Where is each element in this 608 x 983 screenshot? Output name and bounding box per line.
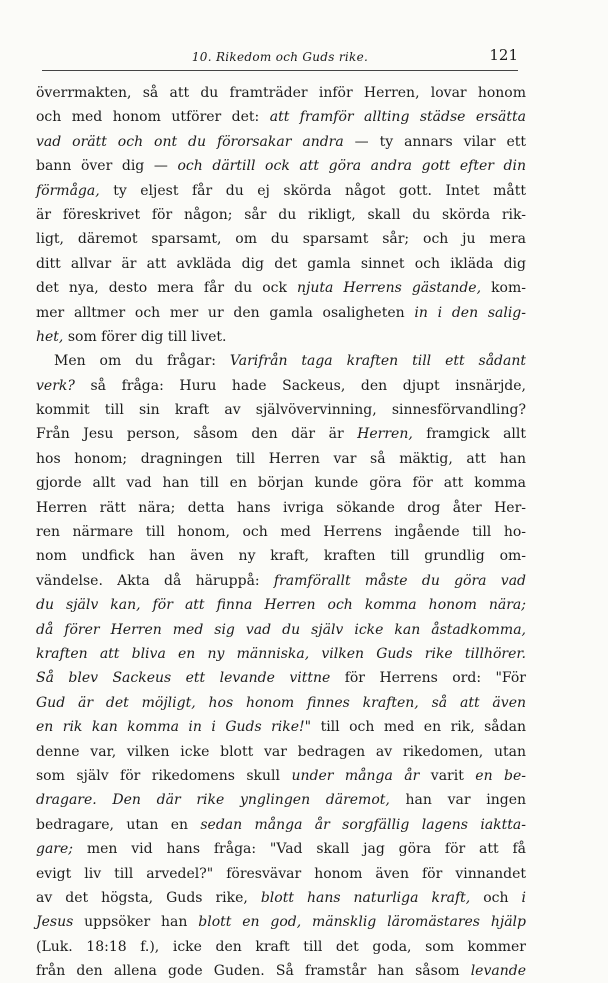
text-line: [36, 935, 526, 959]
text-segment: till och med en rik, sådan: [311, 719, 526, 736]
text-segment: denne var, vilken icke blott var bedragen av rikedomen, utan: [36, 743, 526, 760]
text-segment: ditt allvar är att avkläda dig det gamla sinnet och ikläda dig: [36, 255, 526, 272]
text-line: [36, 959, 526, 983]
italic-text: då förer Herren med sig vad du själv icke kan åstadkomma,: [36, 621, 526, 638]
text-segment: mer alltmer och mer ur den gamla osaligheten: [36, 304, 415, 321]
text-line: [36, 788, 526, 812]
italic-text: en be-: [475, 767, 527, 784]
text-segment: och: [470, 889, 522, 906]
text-segment: vändelse. Akta då häruppå:: [36, 572, 274, 589]
text-segment: Men om du frågar:: [54, 353, 230, 370]
text-segment: men vid hans fråga: "Vad skall jag göra för att få: [73, 841, 526, 858]
text-line: [36, 203, 526, 227]
italic-text: gare;: [36, 841, 74, 858]
text-line: [36, 349, 526, 373]
italic-text: Varifrån taga kraften till ett sådant: [229, 353, 526, 370]
italic-text: levande: [470, 963, 526, 980]
text-segment: ligt, däremot sparsamt, om du sparsamt sår; och ju mera: [36, 231, 526, 248]
italic-text: och därtill ock att göra andra gott efter din: [177, 158, 526, 175]
text-line: [36, 691, 526, 715]
italic-text: blott en god, mänsklig läromästares hjälp: [198, 914, 526, 931]
text-line: [36, 520, 526, 544]
text-segment: ty eljest får du ej skörda något gott. Intet mått: [99, 182, 526, 199]
text-segment: han var ingen: [389, 792, 526, 809]
running-header: [42, 44, 518, 71]
italic-text: njuta Herrens gästande,: [297, 280, 482, 297]
italic-text: het,: [36, 328, 64, 345]
text-line: [36, 837, 526, 861]
italic-text: i: [521, 889, 527, 906]
page-number: 121: [489, 46, 518, 64]
text-line: [36, 666, 526, 690]
text-segment: från den allena gode Guden. Så framstår han såsom: [36, 963, 471, 980]
text-line: [36, 325, 526, 349]
italic-text: verk?: [36, 377, 75, 394]
italic-text: förmåga,: [36, 182, 100, 199]
text-segment: överrmakten, så att du framträder inför Herren, lovar honom: [36, 85, 526, 101]
italic-text: Jesus: [36, 914, 74, 931]
text-line: [36, 227, 526, 251]
italic-text: att framför allting städse ersätta: [269, 109, 526, 126]
text-line: [36, 130, 526, 154]
text-line: [36, 496, 526, 520]
text-line: [36, 81, 526, 105]
text-line: [36, 862, 526, 886]
italic-text: framförallt måste du göra vad: [273, 572, 526, 589]
text-line: [36, 642, 526, 666]
text-line: [36, 886, 526, 910]
text-segment: och med honom utförer det:: [36, 109, 270, 126]
text-segment: är föreskrivet för någon; sår du rikligt, skall du skörda rik-: [36, 206, 526, 223]
text-segment: evigt liv till arvedel?" föresvävar honom även för vinnandet: [36, 865, 526, 882]
text-segment: ren närmare till honom, och med Herrens ingående till ho-: [36, 524, 526, 541]
chapter-title: 10. Rikedom och Guds rike.: [191, 50, 369, 64]
italic-text: Herren,: [357, 426, 413, 443]
italic-text: Gud är det möjligt, hos honom finnes kraften, så att även: [36, 694, 526, 711]
text-segment: varit: [419, 767, 476, 784]
italic-text: in i den salig-: [414, 304, 527, 321]
text-line: [36, 715, 526, 739]
italic-text: sedan många år sorgfällig lagens iaktta-: [200, 816, 526, 833]
text-line: [36, 301, 526, 325]
text-line: [36, 179, 526, 203]
text-line: [36, 471, 526, 495]
text-line: [36, 569, 526, 593]
text-line: [36, 105, 526, 129]
text-segment: bann över dig —: [36, 158, 178, 175]
text-line: [36, 544, 526, 568]
italic-text: under många år: [291, 767, 420, 784]
text-segment: det nya, desto mera får du ock: [36, 280, 298, 297]
text-line: [36, 398, 526, 422]
text-segment: Från Jesu person, såsom den där är: [36, 426, 358, 443]
text-line: [36, 276, 526, 300]
text-segment: framgick allt: [412, 426, 526, 443]
text-segment: som förer dig till livet.: [63, 328, 227, 345]
text-line: [36, 618, 526, 642]
text-segment: så fråga: Huru hade Sackeus, den djupt insnärjde,: [74, 377, 526, 394]
text-line: [36, 813, 526, 837]
text-segment: uppsöker han: [73, 914, 199, 931]
text-line: [36, 593, 526, 617]
text-segment: för Herrens ord: "För: [330, 670, 526, 687]
text-segment: — ty annars vilar ett: [343, 133, 526, 150]
text-line: [36, 764, 526, 788]
body-text: [36, 81, 526, 983]
text-segment: kommit till sin kraft av självövervinning, sinnesförvandling?: [36, 402, 526, 419]
text-line: [36, 447, 526, 471]
italic-text: vad orätt och ont du förorsakar andra: [36, 133, 344, 150]
text-segment: som själv för rikedomens skull: [36, 767, 292, 784]
text-segment: bedragare, utan en: [36, 816, 201, 833]
text-line: [36, 374, 526, 398]
italic-text: en rik kan komma in i Guds rike!": [36, 719, 312, 736]
text-line: [36, 910, 526, 934]
text-line: [36, 154, 526, 178]
text-segment: av det högsta, Guds rike,: [36, 889, 261, 906]
text-segment: hos honom; dragningen till Herren var så mäktig, att han: [36, 450, 526, 467]
text-segment: nom undfick han även ny kraft, kraften till grundlig om-: [36, 548, 526, 565]
italic-text: du själv kan, för att finna Herren och komma honom nära;: [36, 597, 526, 614]
text-line: [36, 740, 526, 764]
text-segment: gjorde allt vad han till en början kunde göra för att komma: [36, 475, 526, 492]
italic-text: blott hans naturliga kraft,: [260, 889, 471, 906]
text-line: [36, 422, 526, 446]
italic-text: Så blev Sackeus ett levande vittne: [36, 670, 331, 687]
italic-text: kraften att bliva en ny människa, vilken Guds rike tillhörer.: [36, 645, 526, 662]
text-segment: kom-: [481, 280, 526, 297]
text-segment: (Luk. 18:18 f.), icke den kraft till det goda, som kommer: [36, 938, 526, 955]
italic-text: dragare. Den där rike ynglingen däremot,: [36, 792, 390, 809]
text-line: [36, 252, 526, 276]
text-segment: Herren rätt nära; detta hans ivriga sökande drog åter Her-: [36, 499, 526, 516]
